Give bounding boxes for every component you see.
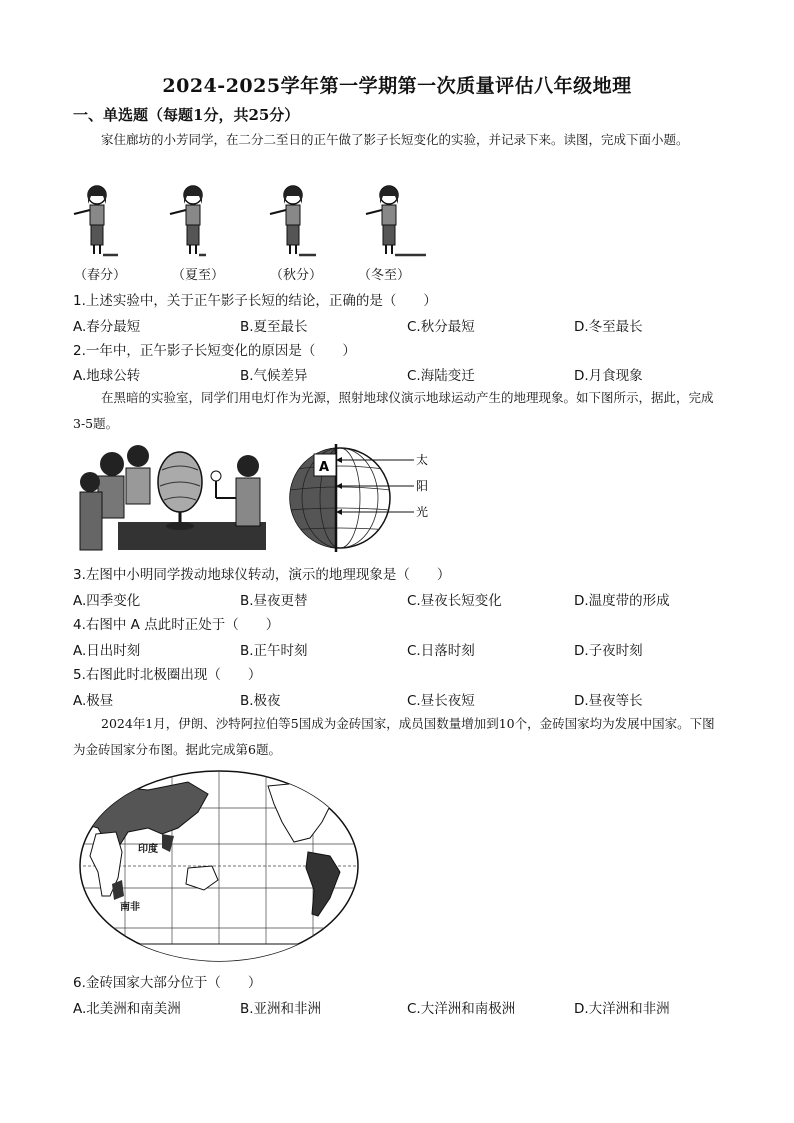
option-c[interactable]: C.日落时刻 — [407, 643, 475, 659]
shadow-experiment-figure — [70, 178, 430, 260]
caption-winter: （冬至） — [358, 268, 411, 283]
option-d[interactable]: D.大洋洲和非洲 — [574, 1001, 670, 1017]
option-b[interactable]: B.极夜 — [240, 693, 281, 709]
students-globe-figure — [78, 442, 266, 554]
option-c[interactable]: C.昼长夜短 — [407, 693, 475, 709]
question-3: 3.左图中小明同学拨动地球仪转动，演示的地理现象是（ ） — [73, 567, 451, 583]
intro-globe-experiment: 在黑暗的实验室，同学们用电灯作为光源，照射地球仪演示地球运动产生的地理现象。如下图所示，据此，完成3-5题。 — [73, 390, 714, 431]
sun-label-2: 阳 — [416, 479, 429, 493]
lamp-icon — [211, 471, 221, 481]
page-title: 2024-2025学年第一学期第一次质量评估八年级地理 — [162, 75, 632, 97]
option-d[interactable]: D.子夜时刻 — [574, 643, 643, 659]
option-a[interactable]: A.四季变化 — [73, 593, 141, 609]
question-1-options — [73, 315, 723, 335]
point-a-label: A — [319, 460, 330, 475]
question-3-options — [73, 589, 723, 609]
option-b[interactable]: B.正午时刻 — [240, 643, 308, 659]
question-4: 4.右图中 A 点此时正处于（ ） — [73, 617, 280, 633]
option-d[interactable]: D.昼夜等长 — [574, 693, 643, 709]
map-label-south-africa: 南非 — [120, 902, 140, 913]
girl-spring-figure — [74, 186, 118, 255]
option-c[interactable]: C.秋分最短 — [407, 319, 475, 335]
terminator-globe-figure — [288, 440, 438, 554]
option-d[interactable]: D.冬至最长 — [574, 319, 643, 335]
option-c[interactable]: C.海陆变迁 — [407, 368, 475, 384]
question-2: 2.一年中，正午影子长短变化的原因是（ ） — [73, 343, 356, 359]
question-1: 1.上述实验中，关于正午影子长短的结论，正确的是（ ） — [73, 293, 437, 309]
option-b[interactable]: B.亚洲和非洲 — [240, 1001, 322, 1017]
option-c[interactable]: C.昼夜长短变化 — [407, 593, 502, 609]
question-5-options — [73, 689, 723, 709]
caption-autumn: （秋分） — [270, 268, 323, 283]
caption-summer: （夏至） — [172, 268, 225, 283]
option-a[interactable]: A.春分最短 — [73, 319, 141, 335]
girl-winter-figure — [366, 186, 426, 255]
intro-shadow-experiment: 家住廊坊的小芳同学，在二分二至日的正午做了影子长短变化的实验，并记录下来。读图，完成下面小题。 — [101, 132, 689, 147]
question-5: 5.右图此时北极圈出现（ ） — [73, 667, 262, 683]
option-d[interactable]: D.温度带的形成 — [574, 593, 670, 609]
question-4-options — [73, 639, 723, 659]
section-heading: 一、单选题（每题1分，共25分） — [73, 106, 300, 124]
question-2-options — [73, 364, 723, 384]
option-c[interactable]: C.大洋洲和南极洲 — [407, 1001, 516, 1017]
option-b[interactable]: B.气候差异 — [240, 368, 308, 384]
option-a[interactable]: A.北美洲和南美洲 — [73, 1001, 181, 1017]
option-a[interactable]: A.地球公转 — [73, 368, 141, 384]
antarctica — [78, 944, 360, 964]
brics-world-map — [78, 768, 360, 964]
question-6-options — [73, 997, 723, 1017]
girl-summer-figure — [170, 186, 206, 255]
option-a[interactable]: A.日出时刻 — [73, 643, 141, 659]
option-b[interactable]: B.昼夜更替 — [240, 593, 308, 609]
sun-label-3: 光 — [416, 505, 429, 519]
map-label-india: 印度 — [138, 844, 158, 855]
option-a[interactable]: A.极昼 — [73, 693, 114, 709]
caption-spring: （春分） — [74, 268, 127, 283]
question-6: 6.金砖国家大部分位于（ ） — [73, 975, 262, 991]
girl-autumn-figure — [270, 186, 316, 255]
option-b[interactable]: B.夏至最长 — [240, 319, 308, 335]
option-d[interactable]: D.月食现象 — [574, 368, 643, 384]
sun-label-1: 太 — [416, 453, 429, 467]
intro-brics: 2024年1月，伊朗、沙特阿拉伯等5国成为金砖国家，成员国数量增加到10个，金砖国家均为发展中国家。下图为金砖国家分布图。据此完成第6题。 — [73, 716, 715, 757]
